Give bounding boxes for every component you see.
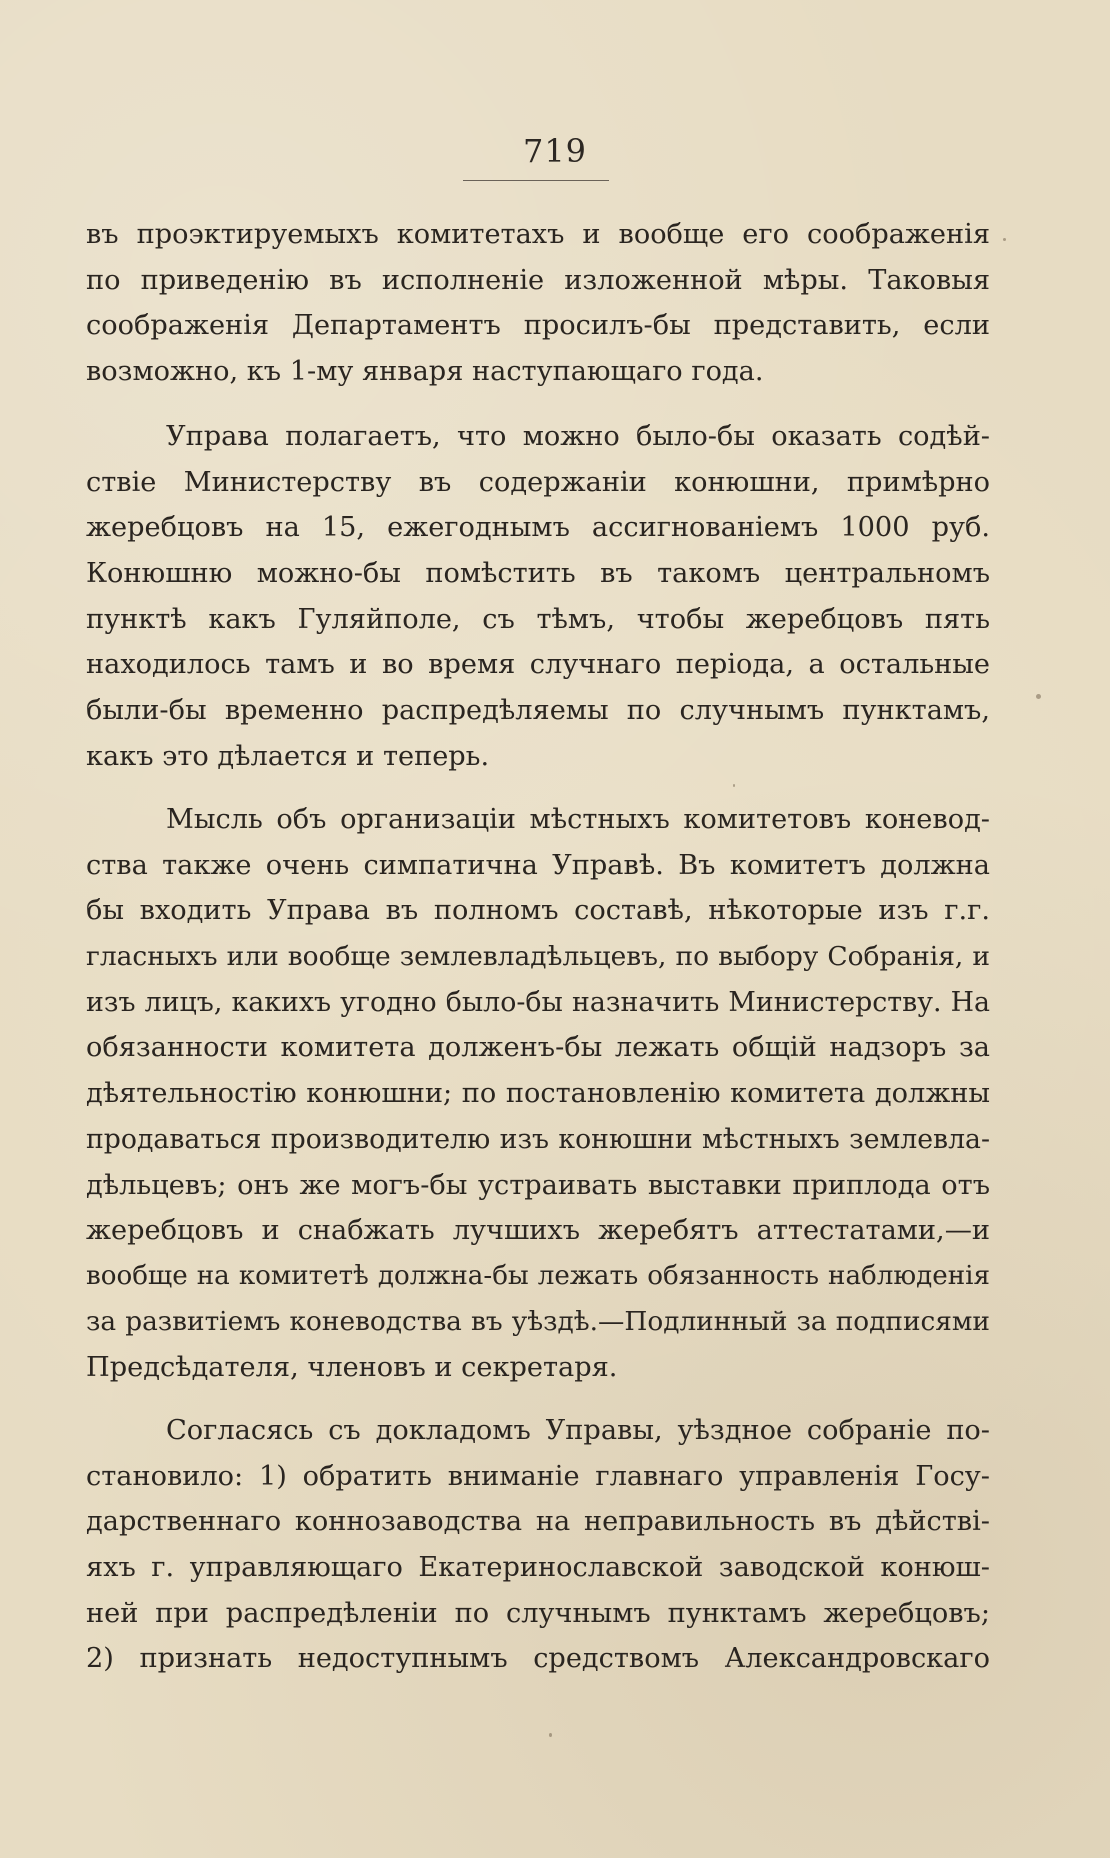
text-line: обязанности комитета долженъ-бы лежать общій надзоръ за [86, 1032, 990, 1064]
text-line: Согласясь съ докладомъ Управы, уѣздное собраніе по- [166, 1415, 990, 1446]
text-line: бы входить Управа въ полномъ составѣ, нѣкоторые изъ г.г. [86, 895, 990, 927]
text-line: Управа полагаетъ, что можно было-бы оказать содѣй- [166, 421, 990, 452]
paper-speck [733, 784, 735, 787]
text-line: вообще на комитетѣ должна-бы лежать обязанность наблюденія [86, 1260, 990, 1291]
text-line: Конюшню можно-бы помѣстить въ такомъ центральномъ [86, 558, 990, 590]
text-line: изъ лицъ, какихъ угодно было-бы назначить Министерству. На [86, 986, 990, 1018]
text-line: возможно, къ 1-му января наступающаго года. [86, 356, 764, 388]
text-line: соображенія Департаментъ просилъ-бы представить, если [86, 310, 990, 342]
paper-speck [1036, 694, 1041, 699]
text-line: Мысль объ организаціи мѣстныхъ комитетовъ коневод- [166, 804, 990, 835]
text-line: ней при распредѣленіи по случнымъ пунктамъ жеребцовъ; [86, 1597, 990, 1629]
text-line: яхъ г. управляющаго Екатеринославской заводской конюш- [86, 1552, 990, 1584]
text-line: ствіе Министерству въ содержаніи конюшни, примѣрно [86, 466, 990, 498]
paragraph-4 [86, 1408, 990, 1682]
text-line: 2) признать недоступнымъ средствомъ Александровскаго [86, 1643, 990, 1675]
paragraph-3 [86, 797, 990, 1391]
text-line: за развитіемъ коневодства въ уѣздѣ.—Подлинный за подписями [86, 1306, 990, 1337]
text-line: жеребцовъ и снабжать лучшихъ жеребятъ аттестатами,—и [86, 1215, 990, 1247]
text-line: дѣльцевъ; онъ же могъ-бы устраивать выставки приплода отъ [86, 1169, 990, 1201]
text-line: Предсѣдателя, членовъ и секретаря. [86, 1352, 618, 1384]
text-line: пунктѣ какъ Гуляйполе, съ тѣмъ, чтобы жеребцовъ пять [86, 603, 990, 635]
paper-speck [1003, 238, 1006, 241]
text-line: въ проэктируемыхъ комитетахъ и вообще его соображенія [86, 219, 990, 250]
text-line: находилось тамъ и во время случнаго періода, а остальные [86, 649, 990, 681]
text-line: жеребцовъ на 15, ежегоднымъ ассигнованіемъ 1000 руб. [86, 512, 990, 544]
text-line: гласныхъ или вообще землевладѣльцевъ, по выбору Собранія, и [86, 941, 990, 973]
text-line: дѣятельностію конюшни; по постановленію комитета должны [86, 1078, 990, 1110]
paper-speck [549, 1733, 552, 1737]
text-line: какъ это дѣлается и теперь. [86, 740, 490, 772]
text-line: были-бы временно распредѣляемы по случнымъ пунктамъ, [86, 695, 990, 727]
paragraph-2 [86, 414, 990, 780]
text-line: дарственнаго коннозаводства на неправильность въ дѣйстві- [86, 1506, 990, 1538]
paragraph-1 [86, 212, 990, 395]
page-number-rule [463, 180, 609, 181]
page-number: 719 [522, 132, 588, 170]
text-line: ства также очень симпатична Управѣ. Въ комитетъ должна [86, 849, 990, 881]
text-line: становило: 1) обратить вниманіе главнаго управленія Госу- [86, 1460, 990, 1492]
text-line: по приведенію въ исполненіе изложенной мѣры. Таковыя [86, 264, 990, 296]
text-line: продаваться производителю изъ конюшни мѣстныхъ землевла- [86, 1123, 990, 1155]
